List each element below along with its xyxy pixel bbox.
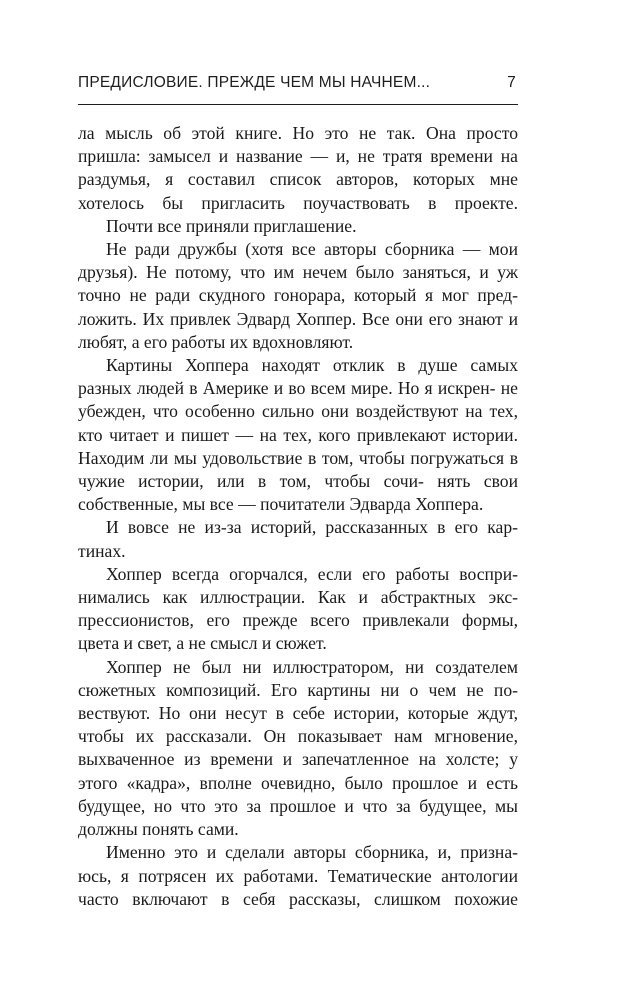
text-line: И вовсе не из-за историй, рассказанных в его кар- [106, 517, 518, 538]
text-line: цвета и свет, а не смысл и сюжет. [78, 633, 327, 654]
paragraph [78, 215, 518, 238]
text-line: Хоппера. [415, 494, 484, 515]
text-line: тинах. [78, 540, 126, 561]
text-line: часто включают в себя рассказы, слишком похожие [78, 888, 518, 909]
paragraph [78, 841, 518, 911]
page-number: 7 [507, 74, 516, 91]
text-line: точно не ради скудного гонорара, который я мог пред- [78, 285, 518, 306]
text-line: Не ради дружбы (хотя все авторы сборника — мои [106, 239, 518, 260]
text-line: погружаться в чужие истории, или в том, чтобы сочи- [78, 447, 519, 492]
paragraph [78, 656, 518, 842]
paragraph [78, 354, 518, 516]
text-line: Именно это и сделали авторы сборника, и, призна- [106, 842, 518, 863]
text-line: выхваченное из времени и запечатленное на холсте; [78, 749, 500, 770]
running-title: ПРЕДИСЛОВИЕ. ПРЕЖДЕ ЧЕМ МЫ НАЧНЕМ... [78, 74, 431, 91]
text-line: друзья). Не потому, что им нечем было заняться, и уж [78, 262, 518, 283]
text-line: пришла: замысел и название — и, не тратя времени на [78, 146, 518, 167]
text-line: Картины Хоппера находят отклик в душе самых [106, 355, 518, 376]
text-line: истории. Находим ли мы удовольствие в том, чтобы [78, 424, 518, 468]
text-line: юсь, я потрясен их работами. Тематические антологии [78, 865, 518, 886]
text-line: нять свои собственные, мы все — почитатели Эдварда [78, 471, 518, 515]
text-line: не убежден, что особенно сильно они воздействуют на [78, 378, 518, 422]
paragraph [78, 238, 518, 354]
text-line: ложить. Их привлек Эдвард Хоппер. Все они его знают [78, 308, 503, 329]
text-line: раздумья, я составил список авторов, которых мне [78, 169, 518, 190]
text-line: тех, кто читает и пишет — на тех, кого привлекают [78, 401, 518, 445]
text-line: нимались как иллюстрации. Как и абстрактных экс- [78, 587, 518, 608]
paragraph [78, 516, 518, 562]
text-line: вествуют. Но они несут в себе истории, которые ждут, [78, 703, 518, 724]
text-line: и любят, а его работы их вдохновляют. [78, 308, 518, 352]
paragraph [78, 563, 518, 656]
text-line: ла мысль об этой книге. Но это не так. Она просто [78, 123, 518, 143]
text-line: Хоппер всегда огорчался, если его работы воспри- [106, 563, 518, 584]
text-line: Почти все приняли приглашение. [106, 215, 357, 236]
paragraph-continuation [78, 122, 518, 215]
text-line: у этого «кадра», вполне очевидно, было прошлое и есть [78, 749, 518, 793]
text-line: чтобы их рассказали. Он показывает нам мгновение, [78, 726, 518, 747]
text-line: прессионистов, его прежде всего привлекали формы, [78, 610, 518, 631]
text-line: хотелось бы пригласить поучаствовать в проекте. [78, 192, 518, 213]
text-line: разных людей в Америке и во всем мире. Но я искрен- [78, 378, 496, 399]
text-line: сюжетных композиций. Его картины ни о чем не по- [78, 679, 518, 700]
body-text [78, 122, 518, 911]
text-line: должны понять сами. [78, 819, 239, 840]
text-line: будущее, но что это за прошлое и что за будущее, мы [78, 795, 518, 816]
text-line: Хоппер не был ни иллюстратором, ни создателем [106, 656, 518, 677]
header-rule [78, 104, 518, 105]
